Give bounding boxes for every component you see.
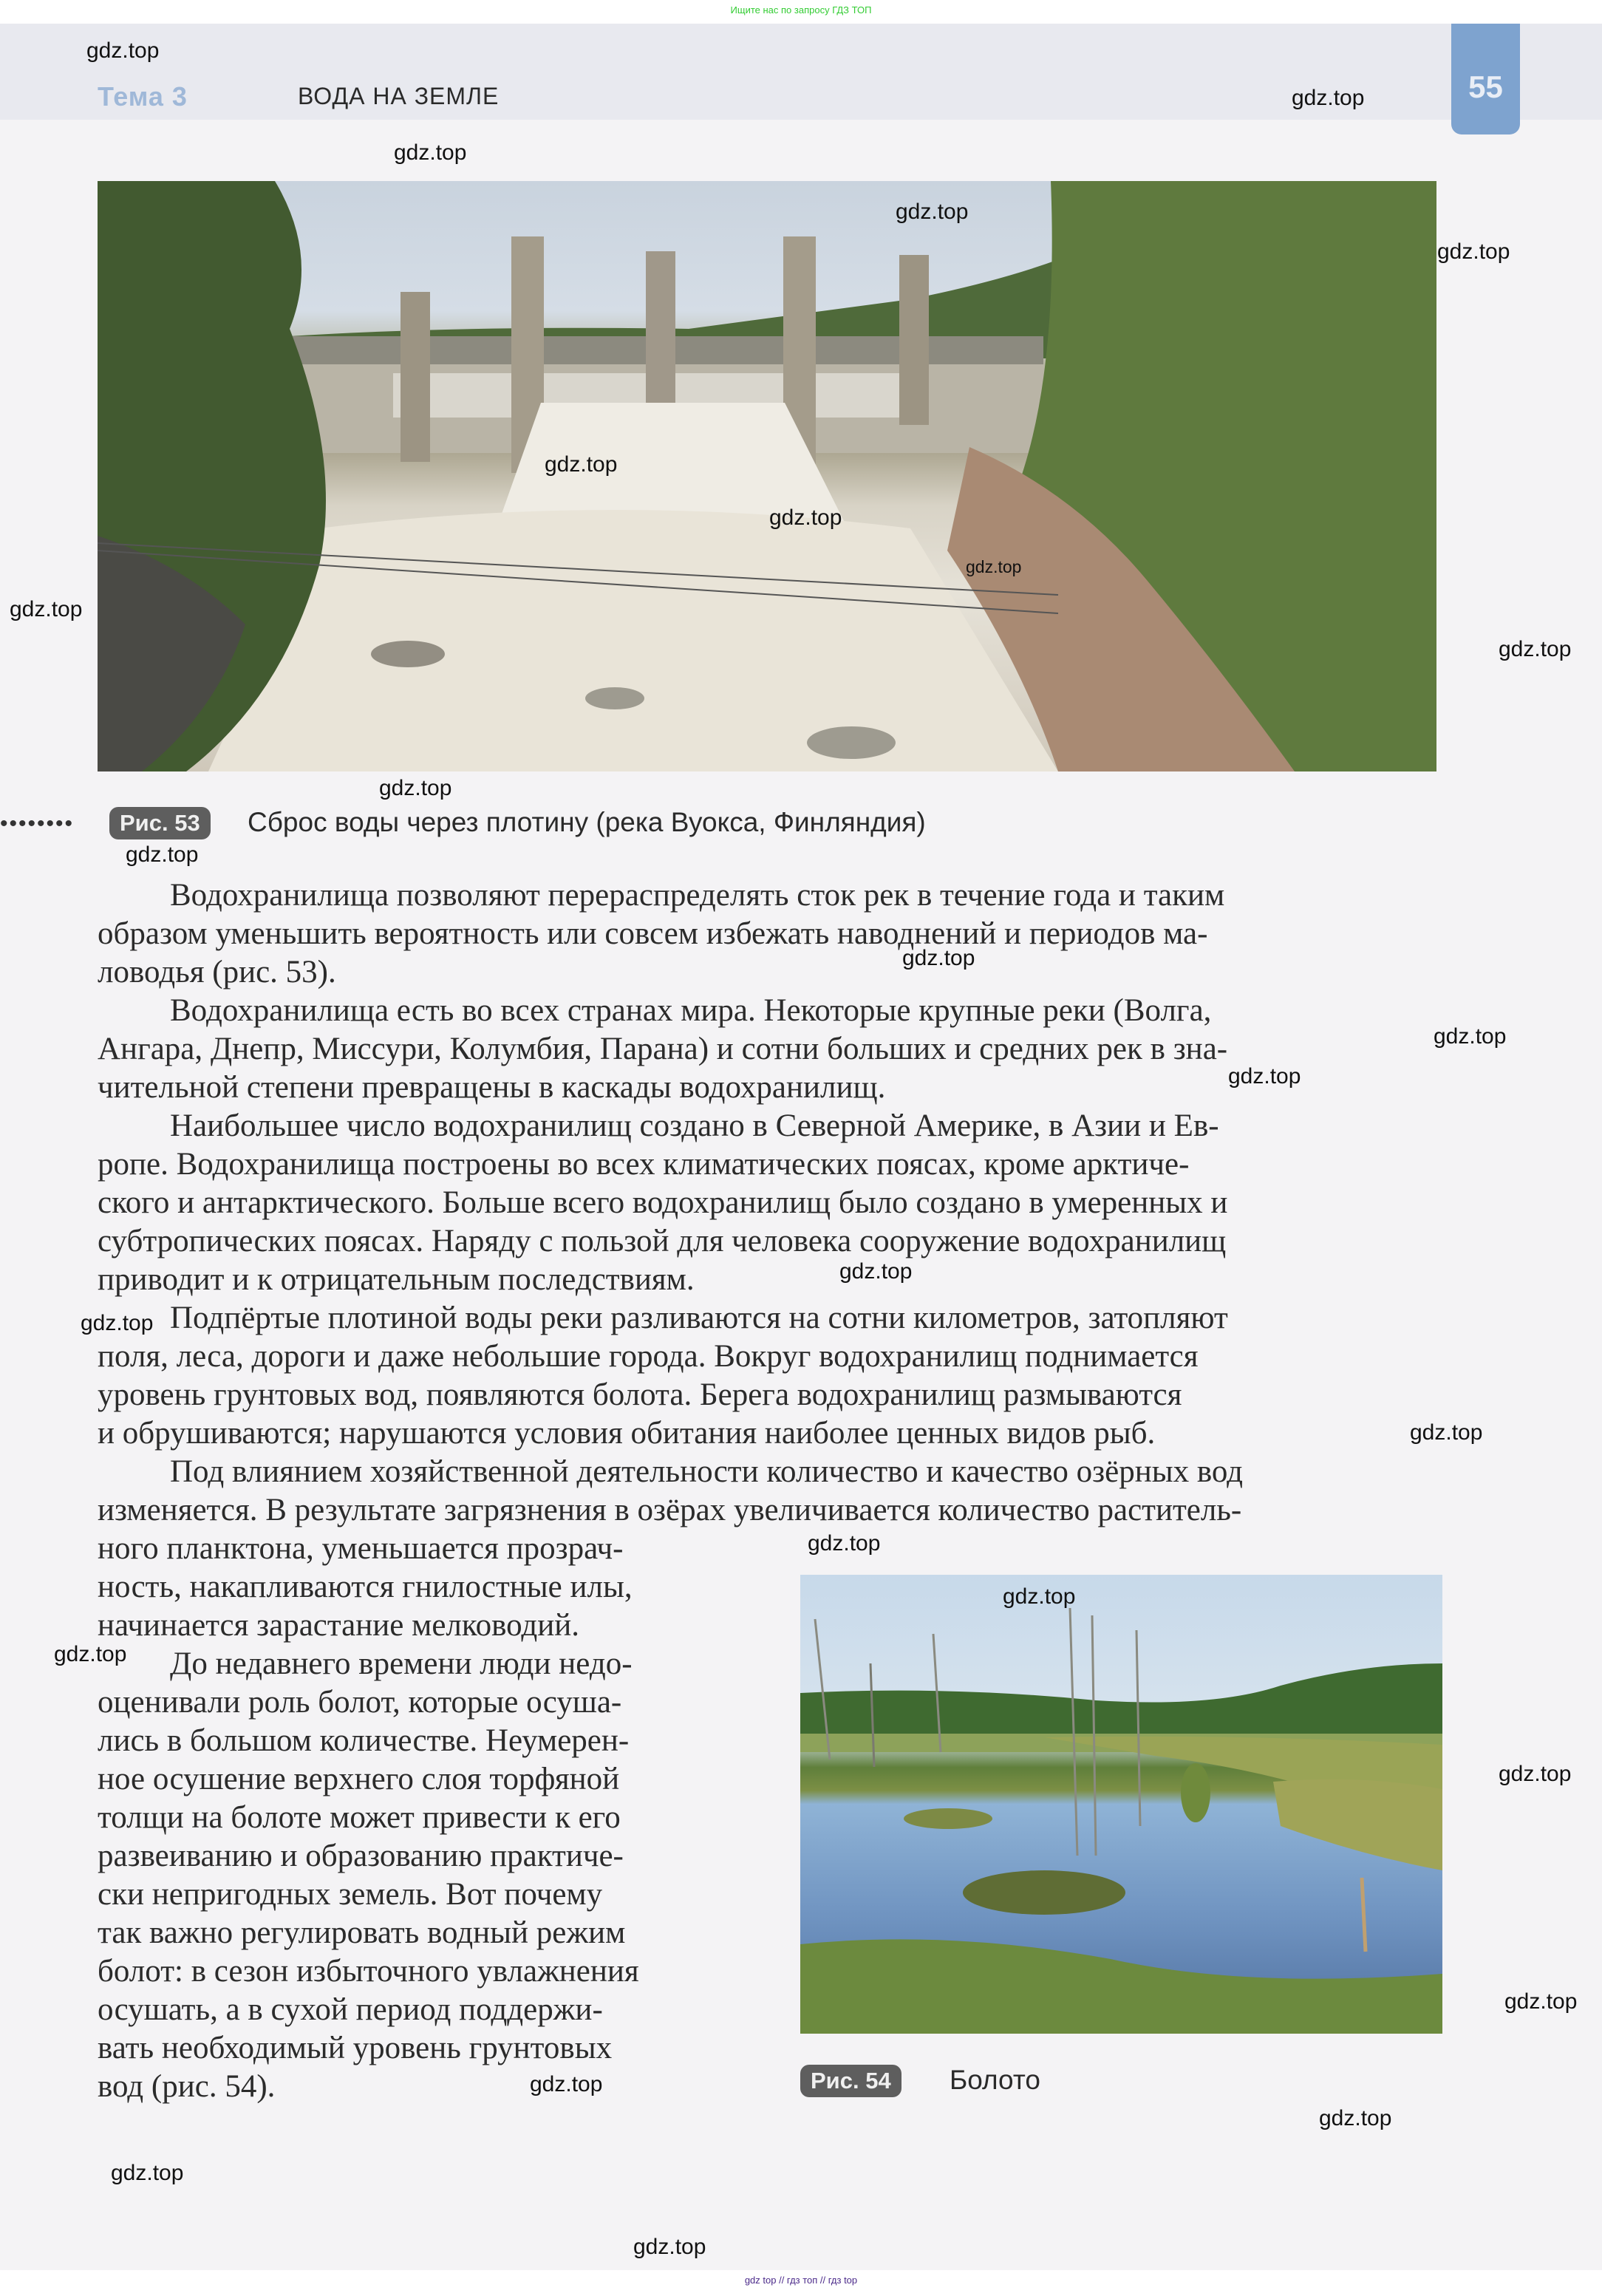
text-line: ловодья (рис. 53). [98, 955, 336, 989]
text-line: ность, накапливаются гнилостные илы, [98, 1570, 633, 1604]
text-line: осушать, а в сухой период поддержи- [98, 1992, 603, 2027]
text-line: вод (рис. 54). [98, 2069, 276, 2104]
section-title: ВОДА НА ЗЕМЛЕ [298, 83, 500, 109]
text-line: поля, леса, дороги и даже небольшие города. Вокруг водохранилищ поднимается [98, 1339, 1199, 1374]
top-banner-text: Ищите нас по запросу ГДЗ ТОП [730, 4, 872, 16]
text-line: ропе. Водохранилища построены во всех климатических поясах, кроме арктиче- [98, 1147, 1190, 1182]
watermark: gdz.top [1228, 1064, 1301, 1089]
text-line: и обрушиваются; нарушаются условия обитания наиболее ценных видов рыб. [98, 1416, 1156, 1451]
text-line: толщи на болоте может привести к его [98, 1800, 621, 1835]
text-line: начинается зарастание мелководий. [98, 1608, 580, 1643]
watermark: gdz.top [530, 2072, 603, 2096]
watermark: gdz.top [1499, 637, 1572, 661]
text-line: лись в большом количестве. Неумерен- [98, 1723, 630, 1758]
swamp-illustration-icon [800, 1575, 1442, 2034]
caption-leader-dots: •••••••• [0, 811, 75, 836]
text-line: болот: в сезон избыточного увлажнения [98, 1954, 639, 1989]
bottom-banner [0, 2270, 1602, 2296]
textbook-page [0, 24, 1602, 2270]
text-line: ского и антарктического. Больше всего водохранилищ было создано в умеренных и [98, 1185, 1228, 1220]
text-line: развеиванию и образованию практиче- [98, 1839, 624, 1873]
watermark: gdz.top [545, 452, 618, 477]
watermark: gdz.top [808, 1531, 881, 1556]
watermark: gdz.top [1434, 1024, 1507, 1049]
watermark: gdz.top [379, 776, 452, 800]
watermark: gdz.top [1003, 1584, 1076, 1609]
watermark: gdz.top [1504, 1989, 1578, 2014]
figure-54-badge: Рис. 54 [800, 2065, 901, 2097]
text-line: Водохранилища позволяют перераспределять сток рек в течение года и таким [170, 878, 1225, 913]
watermark: gdz.top [1437, 239, 1510, 264]
text-line: Подпёртые плотиной воды реки разливаются на сотни километров, затопляют [170, 1301, 1228, 1335]
text-line: чительной степени превращены в каскады водохранилищ. [98, 1070, 886, 1105]
watermark: gdz.top [10, 597, 83, 621]
text-line: уровень грунтовых вод, появляются болота. Берега водохранилищ размываются [98, 1377, 1182, 1412]
figure-54-caption: Болото [950, 2065, 1040, 2095]
topic-label: Тема 3 [98, 81, 188, 112]
watermark: gdz.top [896, 200, 969, 224]
text-line: ного планктона, уменьшается прозрач- [98, 1531, 624, 1566]
text-line: Водохранилища есть во всех странах мира. Некоторые крупные реки (Волга, [170, 993, 1212, 1028]
text-line: ное осушение верхнего слоя торфяной [98, 1762, 620, 1796]
watermark: gdz.top [81, 1311, 154, 1335]
text-line: Наибольшее число водохранилищ создано в Северной Америке, в Азии и Ев- [170, 1108, 1219, 1143]
watermark: gdz.top [633, 2235, 706, 2259]
watermark: gdz.top [54, 1642, 127, 1666]
text-line: вать необходимый уровень грунтовых [98, 2031, 613, 2065]
watermark: gdz.top [1499, 1762, 1572, 1786]
text-line: ски непригодных земель. Вот почему [98, 1877, 603, 1912]
text-line: образом уменьшить вероятность или совсем избежать наводнений и периодов ма- [98, 916, 1208, 951]
watermark: gdz.top [1410, 1420, 1483, 1445]
watermark: gdz.top [966, 557, 1022, 576]
bottom-banner-text: gdz top // гдз топ // гдз top [744, 2275, 858, 2286]
text-line: Ангара, Днепр, Миссури, Колумбия, Парана) и сотни больших и средних рек в зна- [98, 1032, 1228, 1066]
watermark: gdz.top [394, 140, 467, 165]
watermark: gdz.top [769, 505, 842, 530]
figure-53-caption: Сброс воды через плотину (река Вуокса, Финляндия) [248, 807, 926, 837]
watermark: gdz.top [86, 38, 160, 63]
text-line: субтропических поясах. Наряду с пользой для человека сооружение водохранилищ [98, 1224, 1227, 1258]
watermark: gdz.top [1319, 2106, 1392, 2130]
top-banner [0, 0, 1602, 24]
text-line: так важно регулировать водный режим [98, 1915, 626, 1950]
figure-53-badge: Рис. 53 [109, 807, 211, 839]
watermark: gdz.top [126, 842, 199, 867]
text-line: Под влиянием хозяйственной деятельности количество и качество озёрных вод [170, 1454, 1244, 1489]
watermark: gdz.top [1292, 86, 1365, 110]
watermark: gdz.top [111, 2161, 184, 2185]
text-line: До недавнего времени люди недо- [170, 1646, 633, 1681]
swamp-photo [800, 1575, 1442, 2034]
text-line: оценивали роль болот, которые осуша- [98, 1685, 622, 1720]
dam-photo [98, 181, 1436, 771]
watermark: gdz.top [839, 1259, 913, 1284]
text-line: изменяется. В результате загрязнения в озёрах увеличивается количество раститель- [98, 1493, 1242, 1527]
page-number-tab [1451, 24, 1520, 134]
page-number: 55 [1468, 69, 1503, 104]
text-line: приводит и к отрицательным последствиям. [98, 1262, 695, 1297]
watermark: gdz.top [902, 946, 975, 970]
dam-illustration-icon [98, 181, 1436, 771]
